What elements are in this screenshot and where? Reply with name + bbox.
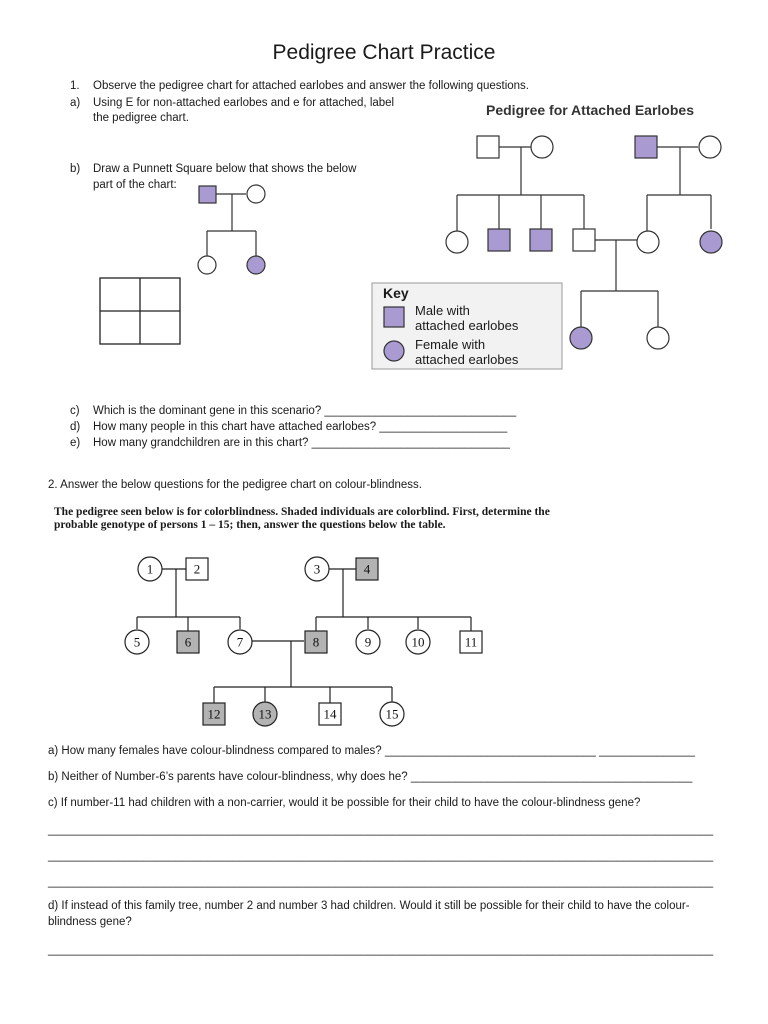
gen3-female-1 bbox=[570, 327, 592, 349]
colorblind-pedigree bbox=[110, 545, 510, 735]
q1c-text: Which is the dominant gene in this scenario? ______________________________ bbox=[93, 405, 517, 417]
person-label-13: 13 bbox=[258, 706, 272, 722]
q2d-text-line2: blindness gene? bbox=[48, 916, 132, 928]
q1e-label: e) bbox=[70, 437, 81, 449]
q2-caption-line1: The pedigree seen below is for colorblindness. Shaded individuals are colorblind. First, determine the bbox=[54, 506, 550, 518]
excerpt-child-unaffected bbox=[198, 256, 216, 274]
person-label-8: 8 bbox=[312, 634, 320, 650]
q2c-answer-line-1: ________________________________________________________________________________________________________ bbox=[48, 824, 714, 836]
q1b-label: b) bbox=[70, 163, 81, 175]
gen2-male-2 bbox=[530, 229, 552, 251]
gen2-male-1 bbox=[488, 229, 510, 251]
key-female-line1: Female with bbox=[415, 337, 486, 352]
q2a-text: a) How many females have colour-blindness compared to males? _________________________________ _______________ bbox=[48, 745, 696, 757]
q1a-text-line1: Using E for non-attached earlobes and e for attached, label bbox=[93, 97, 395, 109]
key-title: Key bbox=[383, 285, 409, 301]
q1d-label: d) bbox=[70, 421, 81, 433]
q2c-answer-line-2: ________________________________________________________________________________________________________ bbox=[48, 850, 714, 862]
earlobe-figure-title: Pedigree for Attached Earlobes bbox=[486, 102, 694, 118]
q2c-text: c) If number-11 had children with a non-carrier, would it be possible for their child to have the colour-blindness gene? bbox=[48, 797, 641, 809]
gen3-female-2 bbox=[647, 327, 669, 349]
gen1-female-2 bbox=[699, 136, 721, 158]
punnett-square bbox=[100, 278, 180, 344]
gen1-male-2 bbox=[635, 136, 657, 158]
q2c-answer-line-3: ________________________________________________________________________________________________________ bbox=[48, 876, 714, 888]
gen1-female-1 bbox=[531, 136, 553, 158]
q1b-pedigree-excerpt bbox=[90, 180, 290, 350]
key-male-line1: Male with bbox=[415, 303, 470, 318]
person-label-10: 10 bbox=[411, 634, 425, 650]
gen2-female-3 bbox=[700, 231, 722, 253]
person-label-12: 12 bbox=[207, 706, 221, 722]
excerpt-father bbox=[199, 186, 216, 203]
q2b-text: b) Neither of Number-6’s parents have colour-blindness, why does he? ____________________________________________ bbox=[48, 771, 693, 783]
gen2-male-3 bbox=[573, 229, 595, 251]
key-female-line2: attached earlobes bbox=[415, 352, 519, 367]
person-label-1: 1 bbox=[146, 561, 154, 577]
q1c-label: c) bbox=[70, 405, 80, 417]
excerpt-mother bbox=[247, 185, 265, 203]
gen2-female-1 bbox=[446, 231, 468, 253]
page-title: Pedigree Chart Practice bbox=[272, 41, 496, 64]
person-label-2: 2 bbox=[193, 561, 201, 577]
excerpt-child-affected bbox=[247, 256, 265, 274]
person-label-5: 5 bbox=[133, 634, 141, 650]
q1b-text-line2: part of the chart: bbox=[93, 179, 177, 191]
q1a-label: a) bbox=[70, 97, 81, 109]
q1e-text: How many grandchildren are in this chart? _______________________________ bbox=[93, 437, 510, 449]
person-label-15: 15 bbox=[385, 706, 399, 722]
q1b-text-line1: Draw a Punnett Square below that shows the below bbox=[93, 163, 357, 175]
q2-intro: 2. Answer the below questions for the pedigree chart on colour-blindness. bbox=[48, 479, 422, 491]
q1-intro: Observe the pedigree chart for attached earlobes and answer the following questions. bbox=[93, 80, 529, 92]
key-male-line2: attached earlobes bbox=[415, 318, 519, 333]
q2d-text-line1: d) If instead of this family tree, number 2 and number 3 had children. Would it still be possible for their child to have the colour- bbox=[48, 900, 690, 912]
q2-caption-line2: probable genotype of persons 1 – 15; then, answer the questions below the table. bbox=[54, 519, 446, 531]
q1d-text: How many people in this chart have attached earlobes? ____________________ bbox=[93, 421, 508, 433]
person-label-14: 14 bbox=[323, 706, 337, 722]
person-label-7: 7 bbox=[236, 634, 244, 650]
q1-number: 1. bbox=[70, 80, 80, 92]
q2d-answer-line: ________________________________________________________________________________________________________ bbox=[48, 944, 714, 956]
person-label-6: 6 bbox=[184, 634, 192, 650]
person-label-9: 9 bbox=[364, 634, 372, 650]
q1a-text-line2: the pedigree chart. bbox=[93, 112, 189, 124]
person-label-3: 3 bbox=[313, 561, 321, 577]
gen1-male-1 bbox=[477, 136, 499, 158]
person-label-4: 4 bbox=[363, 561, 371, 577]
gen2-female-2 bbox=[637, 231, 659, 253]
person-label-11: 11 bbox=[464, 634, 478, 650]
